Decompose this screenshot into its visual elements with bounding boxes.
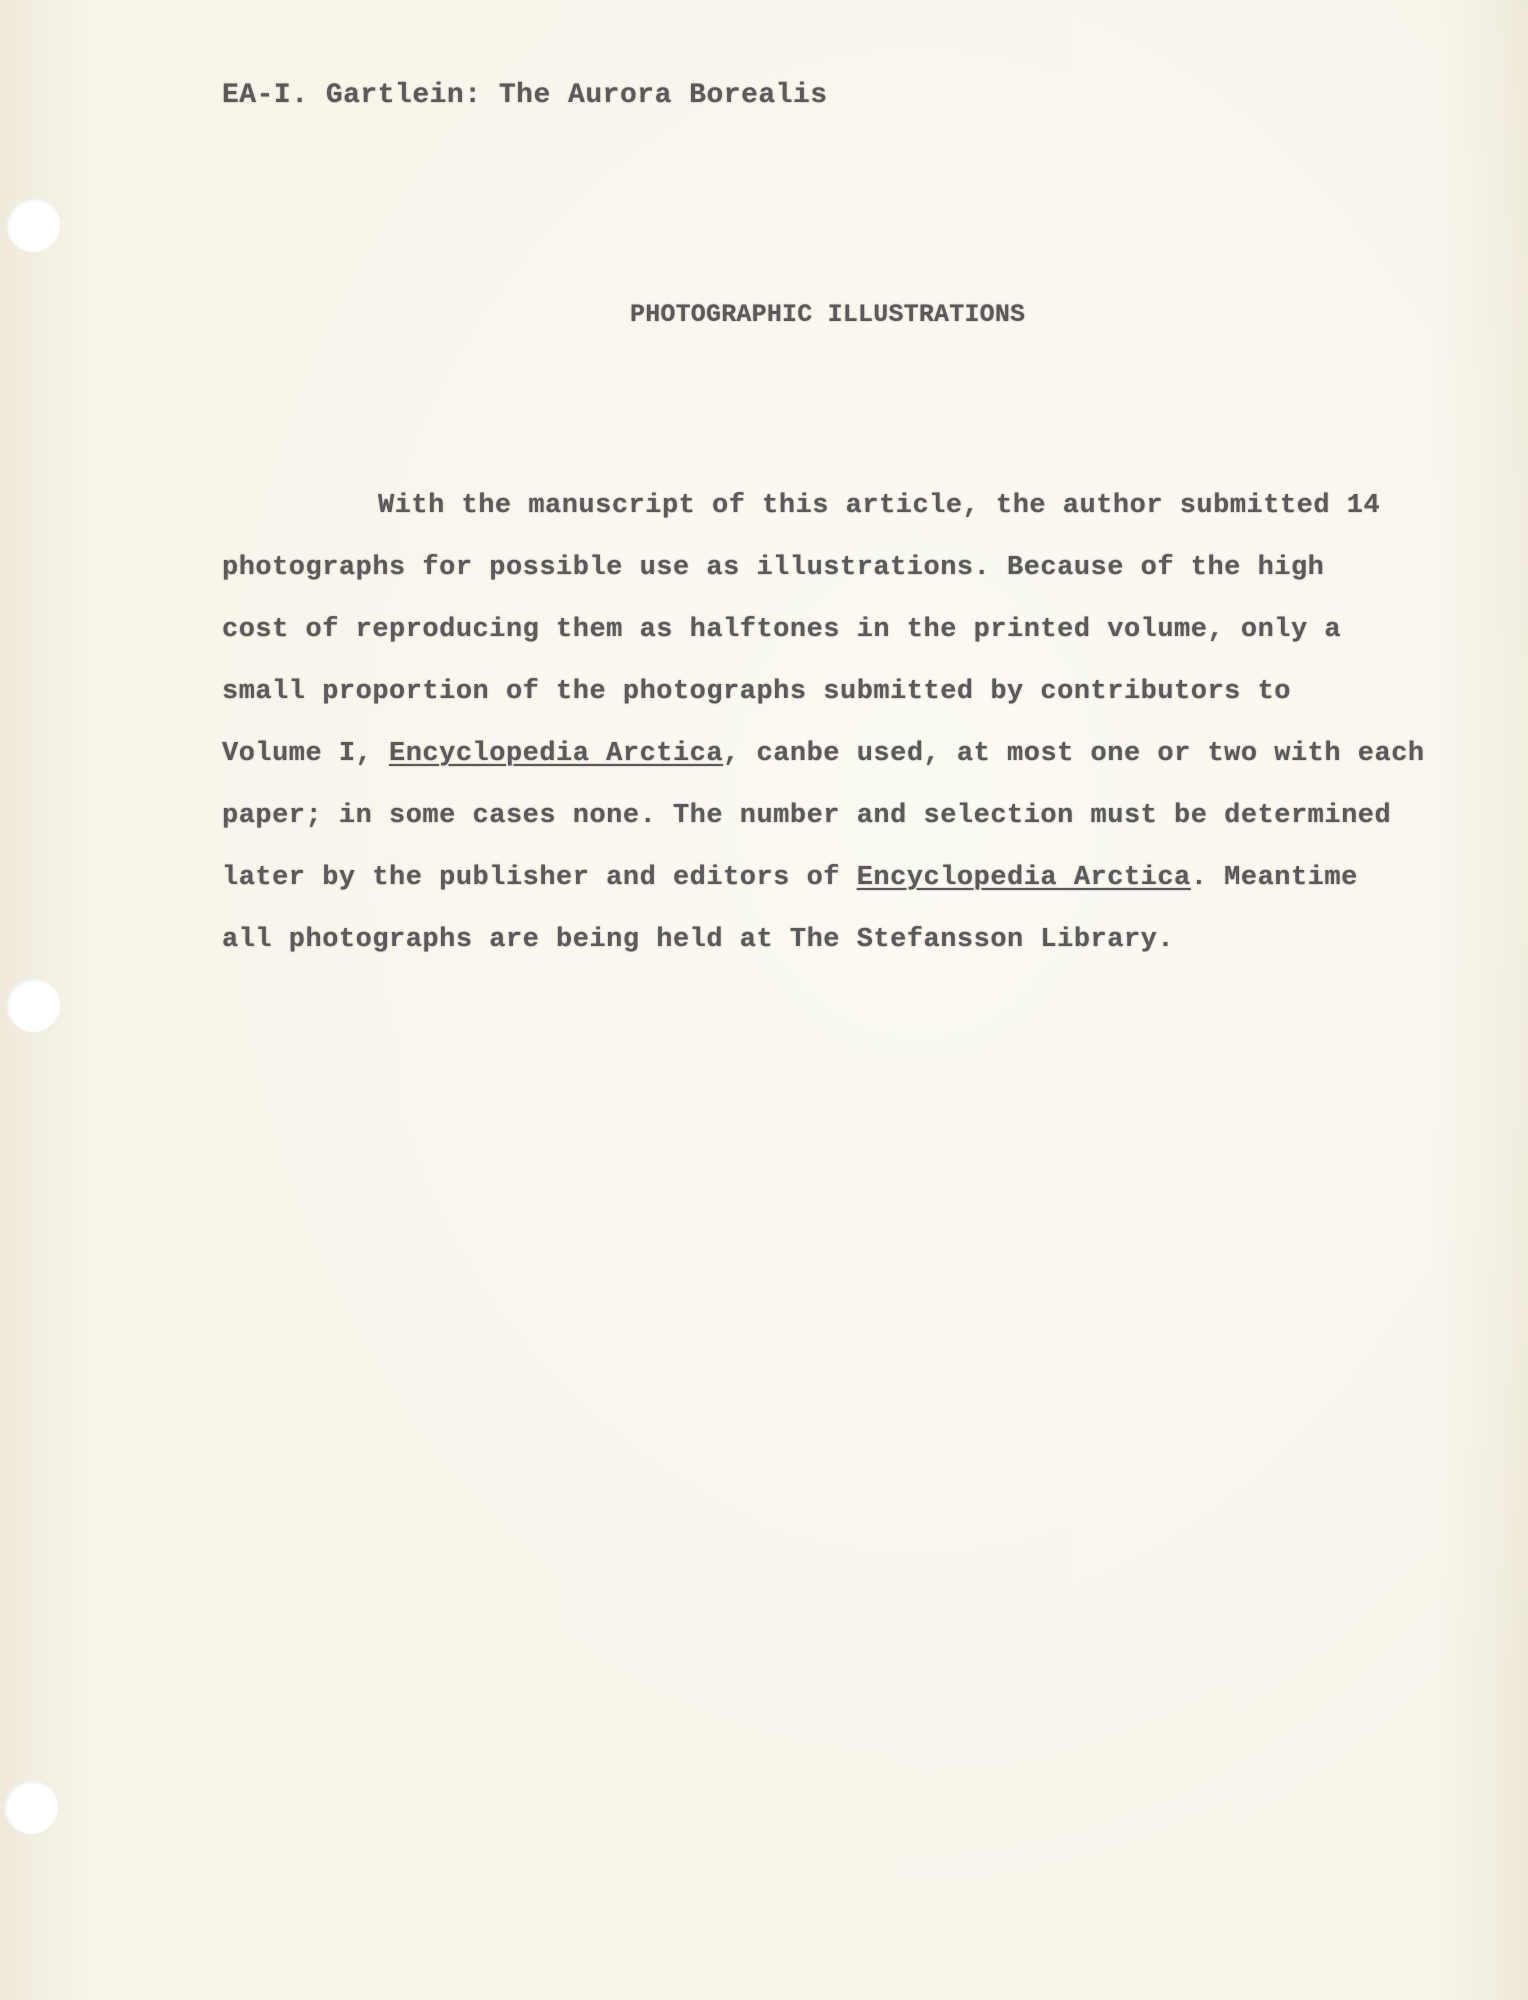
paragraph-line: cost of reproducing them as halftones in the printed volume, only a bbox=[222, 615, 1342, 645]
line-text: Volume I, bbox=[222, 739, 390, 769]
document-header: EA-I. Gartlein: The Aurora Borealis bbox=[222, 80, 828, 111]
line-text: later by the publisher and editors of bbox=[222, 863, 857, 893]
punch-hole bbox=[6, 978, 60, 1032]
page-title: PHOTOGRAPHIC ILLUSTRATIONS bbox=[630, 300, 1026, 329]
paragraph-line: photographs for possible use as illustrations. Because of the high bbox=[222, 553, 1325, 583]
paragraph-line: all photographs are being held at The Stefansson Library. bbox=[222, 925, 1175, 955]
publication-title: Encyclopedia Arctica bbox=[856, 863, 1191, 893]
paragraph-line bbox=[222, 736, 1425, 798]
line-text: . Meantime bbox=[1190, 863, 1358, 893]
paragraph-line: paper; in some cases none. The number and selection must be determined bbox=[222, 801, 1392, 831]
paragraph-line bbox=[222, 860, 1422, 922]
line-text: , canbe used, at most one or two with each bbox=[723, 739, 1425, 769]
punch-hole bbox=[4, 1780, 58, 1834]
body-paragraph bbox=[222, 488, 1425, 984]
publication-title: Encyclopedia Arctica bbox=[389, 739, 724, 769]
paragraph-line: small proportion of the photographs submitted by contributors to bbox=[222, 677, 1291, 707]
paragraph-line: With the manuscript of this article, the author submitted 14 bbox=[378, 491, 1381, 521]
punch-hole bbox=[6, 198, 60, 252]
